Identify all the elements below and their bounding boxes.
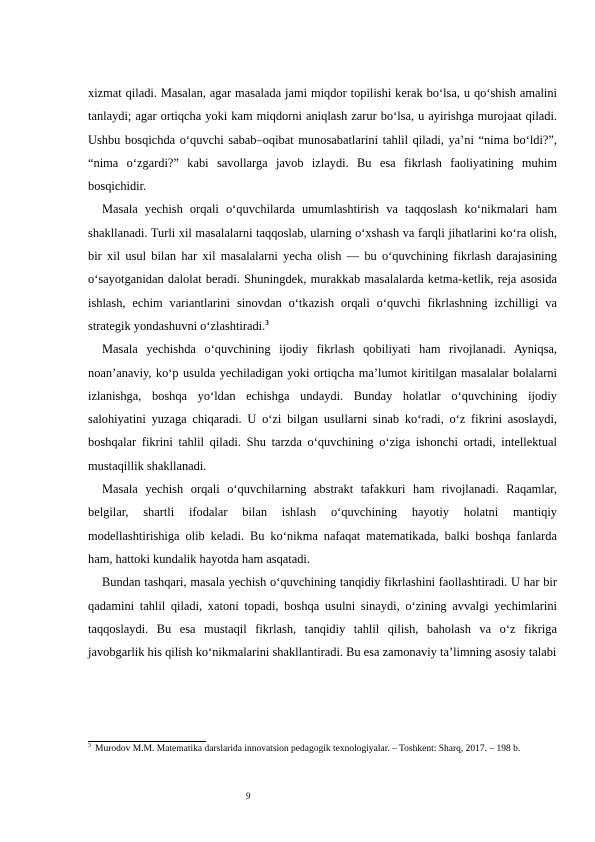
paragraph-4-text: Masala yechish orqali o‘quvchilarning abstrakt tafakkuri ham rivojlanadi. Raqamlar, belgilar, shartli ifodalar bilan ishlash o‘quvchining hayotiy holatni mantiqiy modellashtirishiga olib keladi. Bu ko‘nikma nafaqat matematikada, balki boshqa fanlarda ham, hattoki kundalik hayotda ham asqatadi. (88, 482, 557, 566)
paragraph-3 (88, 338, 557, 478)
paragraph-5 (88, 571, 557, 664)
paragraph-5-text: Bundan tashqari, masala yechish o‘quvchining tanqidiy fikrlashini faollashtiradi. U har bir qadamini tahlil qiladi, xatoni topadi, boshqa usulni sinaydi, o‘zining avvalgi yechimlarini taqqoslaydi. Bu esa mustaqil fikrlash, tanqidiy tahlil qilish, baholash va o‘z fikriga javobgarlik his qilish ko‘nikmalarini shakllantiradi. Bu esa zamonaviy ta’limning asosiy talabi (88, 575, 557, 660)
paragraph-1 (88, 82, 557, 198)
page-number: 9 (246, 791, 251, 801)
document-body (88, 82, 557, 664)
footnote-text: Murodov M.M. Matematika darslarida innovatsion pedagogik texnologiyalar. – Toshkent: Sharq, 2017. – 198 b. (95, 744, 521, 754)
paragraph-1-text: xizmat qiladi. Masalan, agar masalada jami miqdor topilishi kerak bo‘lsa, u qo‘shish amalini tanlaydi; agar ortiqcha yoki kam miqdorni aniqlash zarur bo‘lsa, u ayirishga murojaat qiladi. Ushbu bosqichda o‘quvchi sabab–oqibat munosabatlarini tahlil qiladi, ya’ni “nima bo‘ldi?”, “nima o‘zgardi?” kabi savollarga javob izlaydi. Bu esa fikrlash faoliyatining muhim bosqichidir. (88, 86, 557, 194)
footnote-reference[interactable]: 3 (265, 318, 269, 327)
paragraph-2 (88, 198, 557, 338)
paragraph-3-text: Masala yechishda o‘quvchining ijodiy fikrlash qobiliyati ham rivojlanadi. Ayniqsa, noan’anaviy, ko‘p usulda yechiladigan yoki ortiqcha ma’lumot kiritilgan masalalar bolalarni izlanishga, boshqa yo‘ldan echishga undaydi. Bunday holatlar o‘quvchining ijodiy salohiyatini yuzaga chiqaradi. U o‘zi bilgan usullarni sinab ko‘radi, o‘z fikrini asoslaydi, boshqalar fikrini tahlil qiladi. Shu tarzda o‘quvchining o‘ziga ishonchi ortadi, intellektual mustaqillik shakllanadi. (88, 342, 557, 473)
footnote-marker: 3 (88, 743, 91, 749)
footnote (88, 742, 557, 756)
paragraph-2-text: Masala yechish orqali o‘quvchilarda umumlashtirish va taqqoslash ko‘nikmalari ham shakllanadi. Turli xil masalalarni taqqoslab, ularning o‘xshash va farqli jihatlarini ko‘ra olish, bir xil usul bilan har xil masalalarni yecha olish — bu o‘quvchining fikrlash darajasining o‘sayotganidan dalolat beradi. Shuningdek, murakkab masalalarda ketma-ketlik, reja asosida ishlash, echim variantlarini sinovdan o‘tkazish orqali o‘quvchi fikrlashning izchilligi va strategik yondashuvni o‘zlashtiradi. (88, 202, 557, 333)
paragraph-4 (88, 478, 557, 571)
